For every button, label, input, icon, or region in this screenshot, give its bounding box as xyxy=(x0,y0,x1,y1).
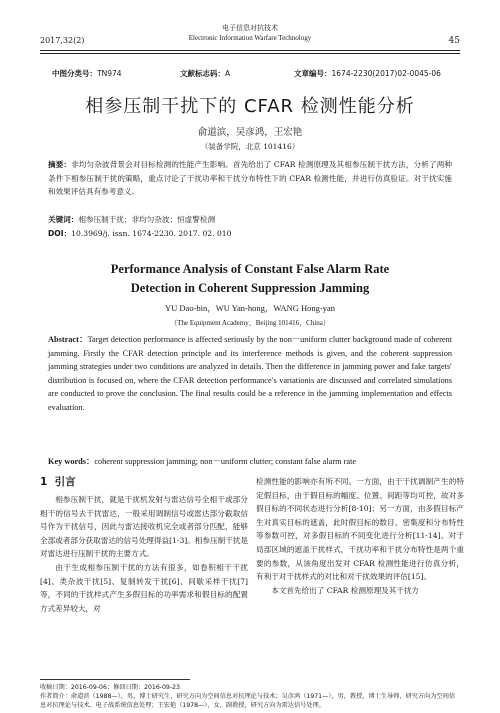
english-affiliation: （The Equipment Academy，Beijing 101416，China） xyxy=(170,319,330,327)
chinese-abstract xyxy=(48,158,452,199)
body-paragraph: 本文首先给出了 CFAR 检测原理及其干扰方 xyxy=(271,585,420,595)
journal-name-cn: 电子信息对抗技术 xyxy=(222,24,278,32)
body-column-left xyxy=(40,475,248,615)
chinese-title: 相参压制干扰下的 CFAR 检测性能分析 xyxy=(85,96,415,117)
footnote-dates: 收稿日期：2016-09-06；修回日期：2016-09-23 xyxy=(40,684,180,691)
english-abstract xyxy=(48,333,452,414)
body-paragraph: 检测性能的影响亦有所不同。一方面，由于干扰调制产生的特定假目标，由于假目标的幅度、位置、间距等均可控，故对多假目标的不同状态进行分析[8-10]；另一方面，由多假目标产生对真实目标的遮盖，此时假目标的数目、密集度和分布特性等参数可控，对多假目标的不同变化进行分析[11-14]。对于局部区域的遮盖干扰样式，干扰功率和干扰分布特性是两个重要的参数，从该角度出发对 CFAR 检测性能进行仿真分析，有利于对干扰样式的对比和对干扰效果的评估[15]。 xyxy=(256,477,464,582)
clc-number xyxy=(52,68,122,79)
body-column-right xyxy=(256,475,464,597)
body-paragraph: 相参压制干扰，就是干扰机发射与雷达信号全相干或部分相干的信号去干扰雷达，一般采用调制信号或雷达部分截取信号作为干扰信号，因此与雷达接收机完全或者部分匹配，能够全部或者部分获取雷达的信号处理得益[1-3]。相参压制干扰是对雷达进行压制干扰的主要方式。 xyxy=(40,495,248,559)
chinese-keywords-label: 关键词： xyxy=(48,215,79,224)
section-number: 1 xyxy=(40,476,48,488)
clc-value: TN974 xyxy=(97,69,122,78)
header-rule-thin xyxy=(40,53,460,54)
running-head-volume: 2017,32(2) xyxy=(40,36,85,45)
clc-label: 中图分类号： xyxy=(52,69,97,78)
doc-code-value: A xyxy=(225,69,231,78)
chinese-abstract-label: 摘要： xyxy=(48,160,72,169)
footnote-rule xyxy=(40,679,190,680)
page-number: 45 xyxy=(448,36,460,46)
header-rule xyxy=(40,50,460,51)
chinese-keywords-text: 相参压制干扰；非均匀杂波；恒虚警检测 xyxy=(78,215,216,224)
chinese-authors: 俞道滨，吴彦鸿，王宏艳 xyxy=(197,127,303,138)
doi xyxy=(48,227,452,240)
section-heading xyxy=(40,475,248,489)
document-code xyxy=(180,68,230,79)
english-title xyxy=(0,260,500,298)
section-title: 引言 xyxy=(54,476,76,488)
article-no-value: 1674-2230(2017)02-0045-06 xyxy=(331,69,441,78)
running-head-journal xyxy=(0,23,500,43)
body-paragraph: 由于生成相参压制干扰的方法有很多，如卷积相干干扰[4]、类杂波干扰[5]、复制转发干扰[6]、间歇采样干扰[7]等，不同的干扰样式产生多假目标的功率需求和假目标的配置方式差异较大，对 xyxy=(40,562,248,613)
article-no-label: 文章编号： xyxy=(294,69,332,78)
english-abstract-text: Target detection performance is affected seriously by the non－uniform clutter background made of coherent jamming. Firstly the CFAR detection principle and its interference methods is given, and the coherent suppression jamming strategies under two conditions are analyzed in details. Then the difference in jamming power and fake targets′ distribution is focused on, where the CFAR detection performance′s variationis are discussed and correlated simulations are conducted to prove the conclusion. The final results could be a reference in the jamming implementation and effects evaluation. xyxy=(48,335,453,412)
doi-label: DOI： xyxy=(48,229,72,238)
english-keywords-label: Key words： xyxy=(48,457,95,466)
chinese-abstract-text: 非均匀杂波背景会对目标检测的性能产生影响。首先给出了 CFAR 检测原理及其相参压制干扰方法，分析了两种条件下相参压制干扰的策略，重点讨论了干扰功率和干扰分布特性下的 CFAR 检测性能，并进行仿真验证。对干扰实施和效果评估具有参考意义。 xyxy=(48,160,452,197)
english-keywords xyxy=(48,455,452,468)
english-title-line1: Performance Analysis of Constant False Alarm Rate xyxy=(110,262,390,276)
doc-code-label: 文献标志码： xyxy=(180,69,225,78)
chinese-keywords xyxy=(48,213,452,226)
footnote xyxy=(40,683,460,710)
english-title-line2: Detection in Coherent Suppression Jamming xyxy=(130,281,370,295)
english-authors: YU Dao-bin，WU Yan-hong，WANG Hong-yan xyxy=(165,303,335,313)
doi-text: 10.3969/j. issn. 1674-2230. 2017. 02. 010 xyxy=(71,229,232,238)
english-keywords-text: coherent suppression jamming; non－uniform clutter; constant false alarm rate xyxy=(94,457,357,466)
english-abstract-label: Abstract： xyxy=(48,335,88,344)
article-number xyxy=(294,68,441,79)
footnote-author-info: 作者简介：俞道滨（1988—），男，博士研究生，研究方向为空间信息对抗理论与技术；吴彦鸿（1971—），男，教授，博士生导师，研究方向为空间信息对抗理论与技术、电子战系统信息处理；王宏艳（1978—），女，副教授，研究方向为雷达信号处理。 xyxy=(40,693,456,709)
chinese-affiliation: （装备学院，北京 101416） xyxy=(200,142,300,151)
journal-name-en: Electronic Information Warfare Technology xyxy=(188,34,312,42)
